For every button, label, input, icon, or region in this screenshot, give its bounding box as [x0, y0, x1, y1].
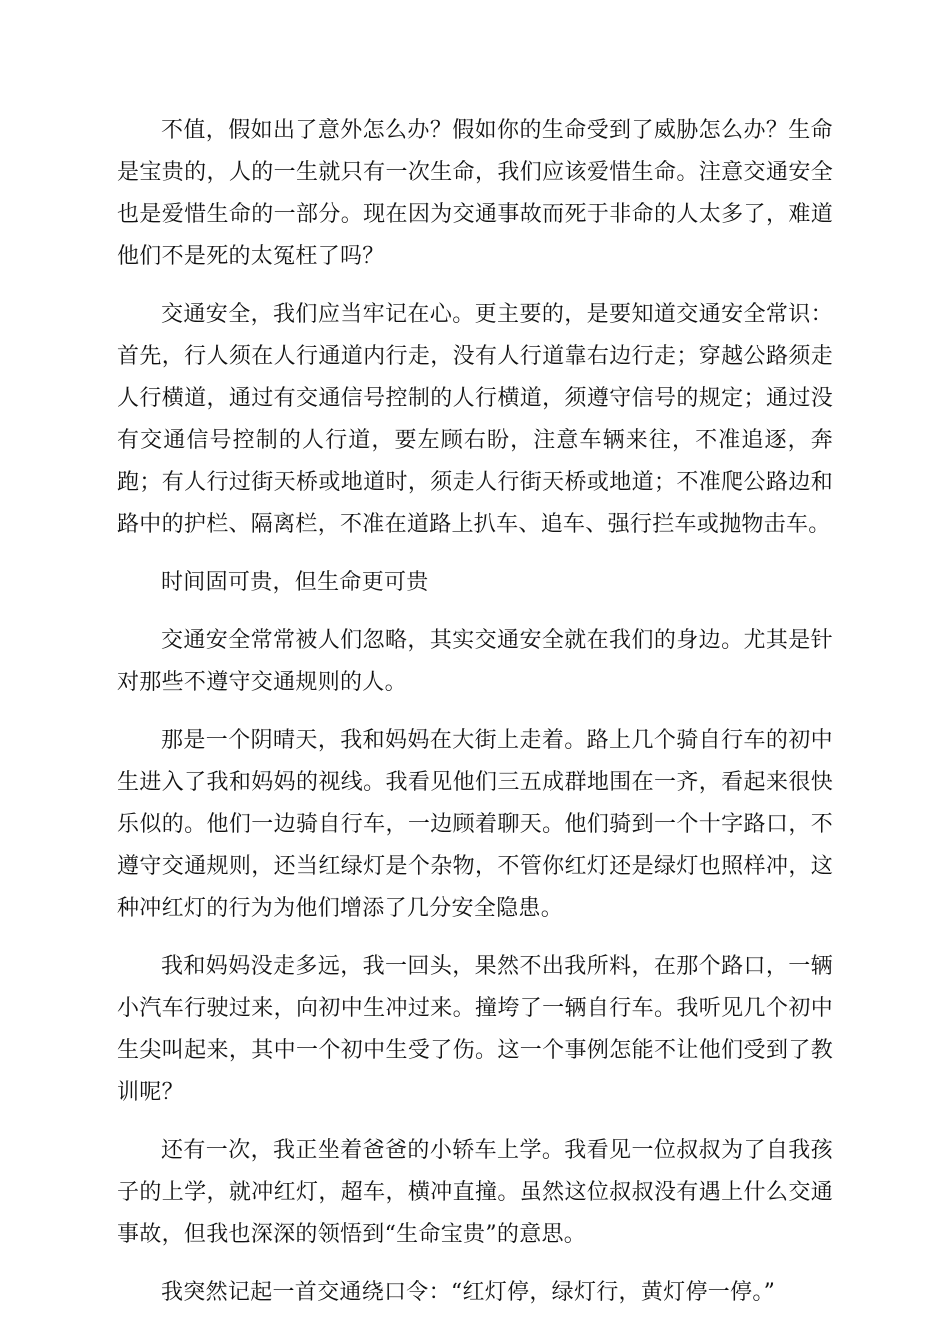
paragraph-2: 交通安全，我们应当牢记在心。更主要的，是要知道交通安全常识：首先，行人须在人行通道内行走，没有人行道靠右边行走；穿越公路须走人行横道，通过有交通信号控制的人行横道，须遵守信号的规定；通过没有交通信号控制的人行道，要左顾右盼，注意车辆来往，不准追逐，奔跑；有人行过街天桥或地道时，须走人行街天桥或地道；不准爬公路边和路中的护栏、隔离栏，不准在道路上扒车、追车、强行拦车或抛物击车。	[117, 302, 833, 537]
paragraph-4: 交通安全常常被人们忽略，其实交通安全就在我们的身边。尤其是针对那些不遵守交通规则的人。	[117, 628, 833, 695]
paragraph-1: 不值，假如出了意外怎么办？假如你的生命受到了威胁怎么办？生命是宝贵的，人的一生就只有一次生命，我们应该爱惜生命。注意交通安全也是爱惜生命的一部分。现在因为交通事故而死于非命的人太多了，难道他们不是死的太冤枉了吗？	[117, 118, 833, 269]
paragraph-3: 时间固可贵，但生命更可贵	[161, 570, 429, 595]
paragraph-7: 还有一次，我正坐着爸爸的小轿车上学。我看见一位叔叔为了自我孩子的上学，就冲红灯，超车，横冲直撞。虽然这位叔叔没有遇上什么交通事故，但我也深深的领悟到“生命宝贵”的意思。	[117, 1138, 833, 1247]
document-body	[117, 110, 833, 1330]
paragraph-5: 那是一个阴晴天，我和妈妈在大街上走着。路上几个骑自行车的初中生进入了我和妈妈的视线。我看见他们三五成群地围在一齐，看起来很快乐似的。他们一边骑自行车，一边顾着聊天。他们骑到一个十字路口，不遵守交通规则，还当红绿灯是个杂物，不管你红灯还是绿灯也照样冲，这种冲红灯的行为为他们增添了几分安全隐患。	[117, 728, 833, 921]
paragraph-8: 我突然记起一首交通绕口令：“红灯停，绿灯行，黄灯停一停。”	[161, 1280, 776, 1305]
paragraph-6: 我和妈妈没走多远，我一回头，果然不出我所料，在那个路口，一辆小汽车行驶过来，向初中生冲过来。撞垮了一辆自行车。我听见几个初中生尖叫起来，其中一个初中生受了伤。这一个事例怎能不让他们受到了教训呢？	[117, 954, 833, 1105]
